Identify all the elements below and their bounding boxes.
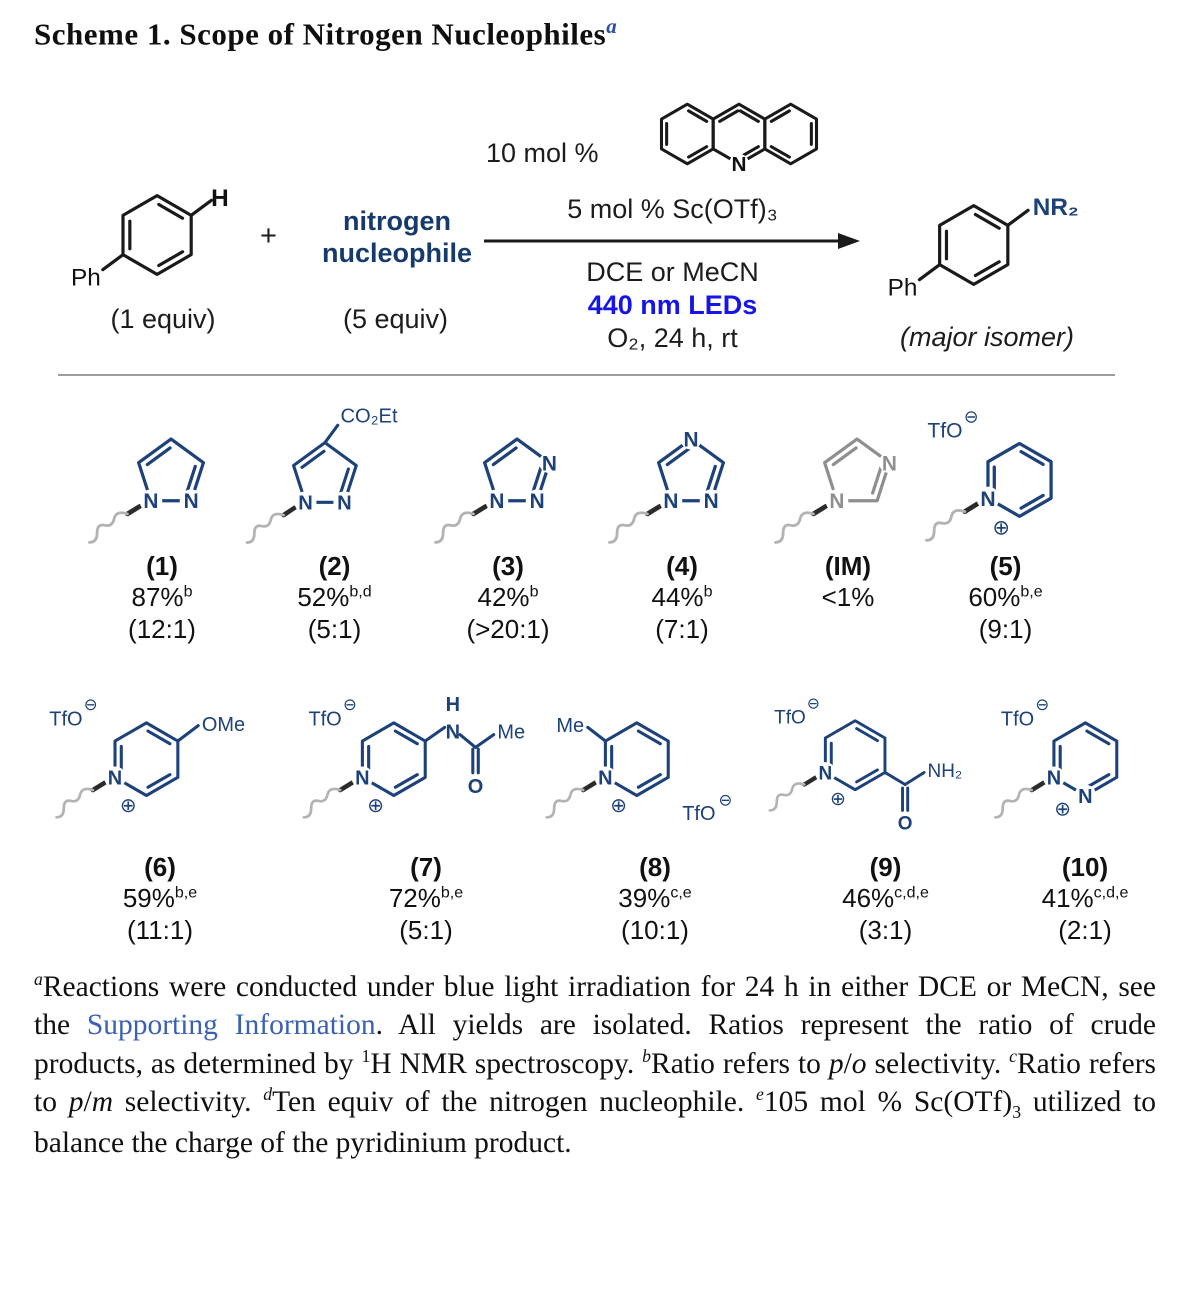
catalyst-loading-label: 10 mol % [486,138,599,168]
nitrogen-nucleophile-label [302,206,492,270]
minus-charge-icon: ⊖ [964,406,979,427]
compound-8-cell [535,682,775,947]
plus-charge-icon: ⊕ [610,794,628,817]
yield-footnote-marker: b,e [1020,583,1043,601]
footnote-text-segment: . All yields are isolated. Ratios represent the ratio of crude products, as determined by [34,1009,1156,1080]
yield-value: 59%$^{b,e}$ [122,882,198,913]
scheme-title-text: Scheme 1. Scope of Nitrogen Nucleophiles [34,16,607,52]
product-nr2-label: NR₂ [1032,194,1079,222]
plus-charge-icon: ⊕ [119,794,137,817]
yield-footnote-marker: b [529,583,539,601]
ratio-value: (9:1) [978,614,1033,645]
yield-value: 60%$^{b,e}$ [968,581,1043,612]
yield-value: 42%$^b$ [477,581,539,612]
acridine-structure [608,78,870,195]
yield-footnote-marker: b,d [349,583,372,601]
compound-10-cell [985,682,1185,947]
benzene-ring-bonds [103,196,212,275]
compound-4-cell [592,386,772,646]
n3-atom-label: N [542,452,558,476]
yield-footnote-marker: b [703,583,713,601]
yield-value: 87%$^b$ [131,581,193,612]
nucleophile-line1: nitrogen [343,206,451,236]
ratio-value: (>20:1) [466,614,550,645]
structure-im-imidazole [767,386,928,549]
n3-atom-label: N [882,452,898,476]
minus-charge-icon: ⊖ [718,791,733,810]
minus-charge-icon: ⊖ [807,695,821,713]
minus-charge-icon: ⊖ [343,696,358,715]
compound-id: (3) [492,551,524,581]
n2-atom-label: N [337,492,353,515]
nucleophile-line2: nucleophile [321,237,473,268]
compound-id: (10) [1061,852,1109,882]
n1-atom-label: N [489,490,505,514]
amide-h-label: H [446,694,461,717]
n2-atom-label: N [704,490,720,514]
product-structure [866,156,1100,334]
footnote-text-segment: Ratio refers to [651,1047,829,1080]
compound-id: (IM) [824,551,872,581]
structure-8-methylpyridinium [546,682,764,850]
reaction-arrow [482,230,862,252]
footnote-text-segment: / [83,1086,92,1119]
compound-id: (5) [989,551,1022,581]
structure-5-pyridinium [914,384,1096,549]
scheme-title-footnote-marker: a [606,14,618,38]
footnote-text-segment: d [263,1084,273,1105]
oxygen-time-line: O₂, 24 h, rt [607,323,738,353]
yield-value: 46%$^{c,d,e}$ [842,882,929,913]
footnote-text-segment: e [756,1084,764,1105]
solvent-line: DCE or MeCN [586,257,759,287]
yield-footnote-marker: c,d,e [894,884,929,902]
compound-id: (4) [666,551,698,581]
yield-footnote-marker: b,e [440,884,464,902]
n2-atom-label: N [530,490,546,514]
compound-9-cell [758,682,1013,947]
footnote-text-segment: selectivity. [113,1086,264,1119]
yield-value: 44%$^b$ [651,581,713,612]
footnote-text-segment: b [642,1045,652,1066]
triflate-counterion-label: TfO [682,803,716,826]
footnote-text-segment: utilized to balance the charge of the pyridinium product. [34,1086,1157,1159]
triflate-counterion-label: TfO [927,419,963,443]
carbonyl-o-label: O [468,775,484,798]
ratio-value: (12:1) [128,614,196,645]
ratio-value: (5:1) [399,915,453,946]
footnote-text-segment: selectivity. [866,1047,1010,1080]
arrow-above-conditions: 5 mol % Sc(OTf)₃ [567,194,778,224]
n1-atom-label: N [829,490,845,514]
footnote-text-segment: p [68,1086,84,1119]
n1-atom-label: N [355,767,371,790]
product-ph-label: Ph [887,274,918,302]
plus-charge-icon: ⊕ [830,789,847,811]
yield-footnote-marker: b,e [174,884,198,902]
footnote-text-segment: o [851,1047,867,1080]
n1-atom-label: N [1046,767,1061,790]
ratio-value: (11:1) [127,915,193,946]
ratio-value: (3:1) [858,915,913,946]
methyl-label: Me [556,714,585,737]
reactant-h-label: H [211,184,229,212]
plus-charge-icon: ⊕ [1053,798,1071,821]
n1-atom-label: N [598,767,613,790]
ome-substituent-label: OMe [201,714,246,737]
footnote-paragraph [34,968,1156,1162]
ring-bonds [304,723,494,817]
compound-5-cell [908,384,1103,646]
minus-charge-icon: ⊖ [1035,696,1049,715]
compound-id: (2) [318,551,351,581]
ring-bonds [247,425,356,542]
yield-footnote-marker: c,e [670,884,692,902]
compound-id: (8) [639,852,671,882]
nucleophile-equiv-label: (5 equiv) [342,304,449,334]
n1-atom-label: N [298,492,314,515]
structure-10-pyridazinium [990,682,1181,850]
reactant-equiv-label: (1 equiv) [110,304,216,334]
structure-6-methoxypyridinium [42,682,278,850]
footnote-text-segment: 1 [361,1045,371,1066]
product-ring-bonds [919,206,1028,285]
ratio-value: (2:1) [1058,915,1112,946]
arrow-below-conditions [520,256,825,355]
n4-atom-label: N [683,428,699,452]
footnote-text-segment: Ratio refers to [34,1047,1156,1119]
structure-9-carbamoylpyridinium [769,682,1002,850]
compound-3-cell [418,386,598,646]
structure-3-triazole [427,386,588,549]
ratio-value: (5:1) [307,614,362,645]
compound-6-cell [28,682,292,947]
structure-2-pyrazole-co2et [247,384,421,549]
yield-footnote-marker: b [183,583,193,601]
triflate-counterion-label: TfO [49,708,83,731]
n2-atom-label: N [1077,785,1093,808]
plus-charge-icon: ⊕ [367,794,385,817]
methyl-label: Me [497,721,526,744]
n1-atom-label: N [980,487,996,511]
plus-charge-icon: ⊕ [992,516,1011,540]
footnote-text-segment: / [843,1047,852,1080]
n1-atom-label: N [663,490,679,514]
n1-atom-label: N [818,763,833,785]
nh2-label: NH₂ [927,760,963,782]
scheme-title [34,14,617,52]
reactant-biphenyl-structure [40,146,265,324]
yield-value: 72%$^{b,e}$ [388,882,464,913]
triflate-counterion-label: TfO [774,707,806,729]
footnote-text-segment: Reactions were conducted under blue light irradiation for 24 h in either DCE or MeCN, see the [34,971,1156,1042]
carbonyl-o-label: O [897,813,913,835]
compound-7-cell [292,682,560,947]
n1-atom-label: N [143,490,159,514]
footnote-text-segment: 105 mol % Sc(OTf) [763,1086,1013,1119]
n1-atom-label: N [107,767,123,790]
footnote-text-segment: Ten equiv of the nitrogen nucleophile. [272,1086,756,1119]
ratio-value: (10:1) [621,915,689,946]
major-isomer-note: (major isomer) [899,322,1074,352]
footnote-text-segment: H NMR spectroscopy. [370,1047,643,1080]
footnote-text-segment: m [91,1086,113,1119]
structure-1-pyrazole [81,386,242,549]
compound-id: (1) [146,551,178,581]
n2-atom-label: N [184,490,200,514]
ring-bonds [770,721,924,811]
compound-id: (9) [869,852,902,882]
footnote-text-segment: 3 [1012,1101,1022,1122]
plus-sign: + [260,220,277,252]
footnote-text-segment: a [34,969,43,990]
compound-2-cell [242,384,427,646]
structure-7-acetamidopyridinium [303,682,548,850]
yield-value: <1% [821,581,875,612]
co2et-substituent-label: CO₂Et [340,405,399,428]
triflate-counterion-label: TfO [1000,708,1034,731]
yield-footnote-marker: c,d,e [1093,884,1129,902]
amide-n-label: N [446,721,461,744]
supporting-information-link[interactable]: Supporting Information [86,1009,376,1042]
led-line: 440 nm LEDs [587,290,758,320]
ratio-value: (7:1) [655,614,709,645]
yield-value: 41%$^{c,d,e}$ [1041,882,1129,913]
minus-charge-icon: ⊖ [83,696,98,715]
footnote-text-segment: p [828,1047,844,1080]
compound-id: (6) [144,852,176,882]
footnote-text-segment: c [1009,1045,1017,1066]
triflate-counterion-label: TfO [308,708,343,731]
structure-4-triazole [601,386,762,549]
yield-value: 39%$^{c,e}$ [618,882,692,913]
reactant-ph-label: Ph [71,264,101,292]
section-divider [58,374,1115,376]
compound-id: (7) [410,852,442,882]
yield-value: 52%$^{b,d}$ [297,581,372,612]
compound-1-cell [72,386,252,646]
acridine-n-label: N [731,153,747,177]
